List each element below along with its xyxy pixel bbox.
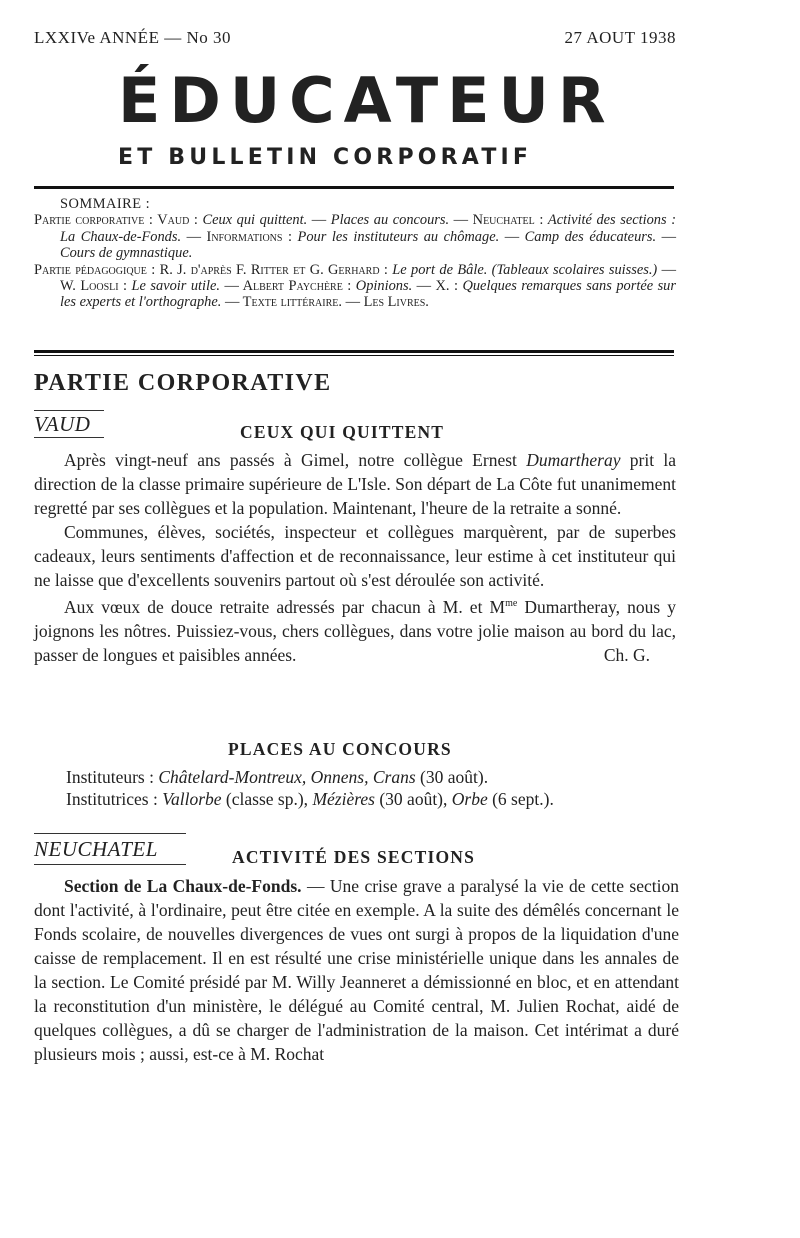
text: Dumartheray, nous y joignons les nôtres. Puissiez-vous, chers collègues, dans votre jolie maison au bord du lac, passer de longues et paisibles années. [34, 596, 676, 665]
toc-pedagogique [34, 262, 676, 311]
toc-rule [34, 350, 674, 356]
toc-sep: — [307, 212, 331, 229]
date: (30 août). [415, 767, 489, 787]
toc-item: Camp des éducateurs. [524, 228, 657, 245]
region-rule [34, 437, 104, 438]
masthead-subtitle: ET BULLETIN CORPORATIF [118, 145, 533, 170]
toc-item: Pour les instituteurs au chômage. [297, 228, 500, 245]
toc-item: Opinions. [355, 278, 413, 295]
header-rule [34, 186, 674, 189]
article-title: CEUX QUI QUITTENT [240, 422, 445, 442]
toc-text: Partie corporative : Vaud : [34, 212, 203, 229]
text: Aux vœux de douce retraite adressés par chacun à M. et M [64, 596, 506, 617]
toc-sep: — [499, 228, 525, 245]
toc-text: — Texte littéraire. — Les Livres. [221, 294, 429, 311]
toc-item: Cours de gymnastique. [60, 245, 193, 262]
region-rule [34, 410, 104, 411]
signature: Ch. G. [603, 644, 650, 665]
article-title: ACTIVITÉ DES SECTIONS [232, 847, 476, 867]
toc-sep: — X. : [412, 278, 463, 295]
toc-corporative [34, 212, 676, 261]
toc-sep: — [656, 228, 676, 245]
places-line [66, 766, 554, 788]
issue-date: 27 AOUT 1938 [564, 28, 676, 47]
article-title: PLACES AU CONCOURS [228, 739, 452, 759]
text: Après vingt-neuf ans passés à Gimel, notre collègue Ernest [64, 450, 527, 470]
region-rule [34, 833, 186, 834]
toc-item: Ceux qui quittent. [202, 212, 308, 229]
section-heading: PARTIE CORPORATIVE [34, 370, 332, 396]
toc-item: Places au concours. [330, 212, 450, 229]
masthead-title: ÉDUCATEUR [118, 64, 615, 137]
paragraph [34, 592, 676, 667]
detail: (classe sp.), [221, 789, 313, 809]
table-of-contents [34, 196, 676, 311]
label: Institutrices : [66, 789, 163, 809]
issue-number: LXXIVe ANNÉE — No 30 [34, 28, 231, 47]
text: — Une crise grave a paralysé la vie de cette section dont l'activité, à l'ordinaire, peut être citée en exemple. A la suite des démêlés concernant le Fonds scolaire, de nouvelles divergences de vues ont surgi à propos de la liquidation d'une caisse de remplacement. Il en est résulté une crise ministérielle unique dans les annales de la section. Le Comité présidé par M. Willy Jeanneret a démissionné en bloc, et en attendant la reconstitution d'un ministère, le délégué au Comité central, M. Julien Rochat, aidé de quelques collègues, a dû se charger de l'administration de la maison. Cet intérimat a duré plusieurs mois ; aussi, est-ce à M. Rochat [34, 876, 679, 1064]
detail: (6 sept.). [487, 789, 554, 809]
toc-item: Activité des sections : La Chaux-de-Fonds. [60, 212, 676, 245]
place-name: Orbe [451, 789, 488, 809]
place-name: Vallorbe [162, 789, 222, 809]
text: prit la direction de la classe primaire supérieure de L'Isle. Son départ de La Côte fut unanimement regretté par ses collègues et la population. Maintenant, l'heure de la retraite a sonné. [34, 450, 676, 518]
superscript: me [505, 598, 518, 609]
toc-text: — Informations : [181, 228, 298, 245]
places-list [66, 766, 554, 810]
paragraph: Communes, élèves, sociétés, inspecteur et collègues marquèrent, par de superbes cadeaux, leurs sentiments d'affection et de reconnaissance, leur estime à cet instituteur qui ne laisse que d'excellents souvenirs partout où s'est déroulée son activité. [34, 522, 676, 590]
toc-item: Quelques remarques sans portée sur les experts et l'orthographe. [60, 278, 676, 311]
region-vaud: VAUD [34, 412, 91, 436]
region-neuchatel: NEUCHATEL [34, 837, 158, 861]
toc-item: Le savoir utile. [131, 278, 221, 295]
section-name: Section de La Chaux-de-Fonds. [64, 876, 302, 896]
toc-item: Le port de Bâle. (Tableaux scolaires suisses.) [392, 261, 658, 278]
place-names: Châtelard-Montreux, Onnens, Crans [158, 767, 416, 787]
label: Instituteurs : [66, 767, 159, 787]
article-body [34, 874, 679, 1066]
detail: (30 août), [374, 789, 452, 809]
toc-label: SOMMAIRE : [60, 196, 151, 212]
places-line [66, 788, 554, 810]
region-rule [34, 864, 186, 865]
paragraph [34, 448, 676, 520]
place-name: Mézières [312, 789, 375, 809]
toc-text: — Albert Paychère : [220, 278, 356, 295]
toc-text: Partie pédagogique : R. J. d'après F. Ritter et G. Gerhard : [34, 261, 393, 278]
article-body [34, 448, 676, 667]
toc-text: — W. Loosli : [60, 261, 676, 295]
toc-text: — Neuchatel : [449, 212, 548, 229]
person-name: Dumartheray [526, 450, 621, 470]
paragraph [34, 874, 679, 1066]
